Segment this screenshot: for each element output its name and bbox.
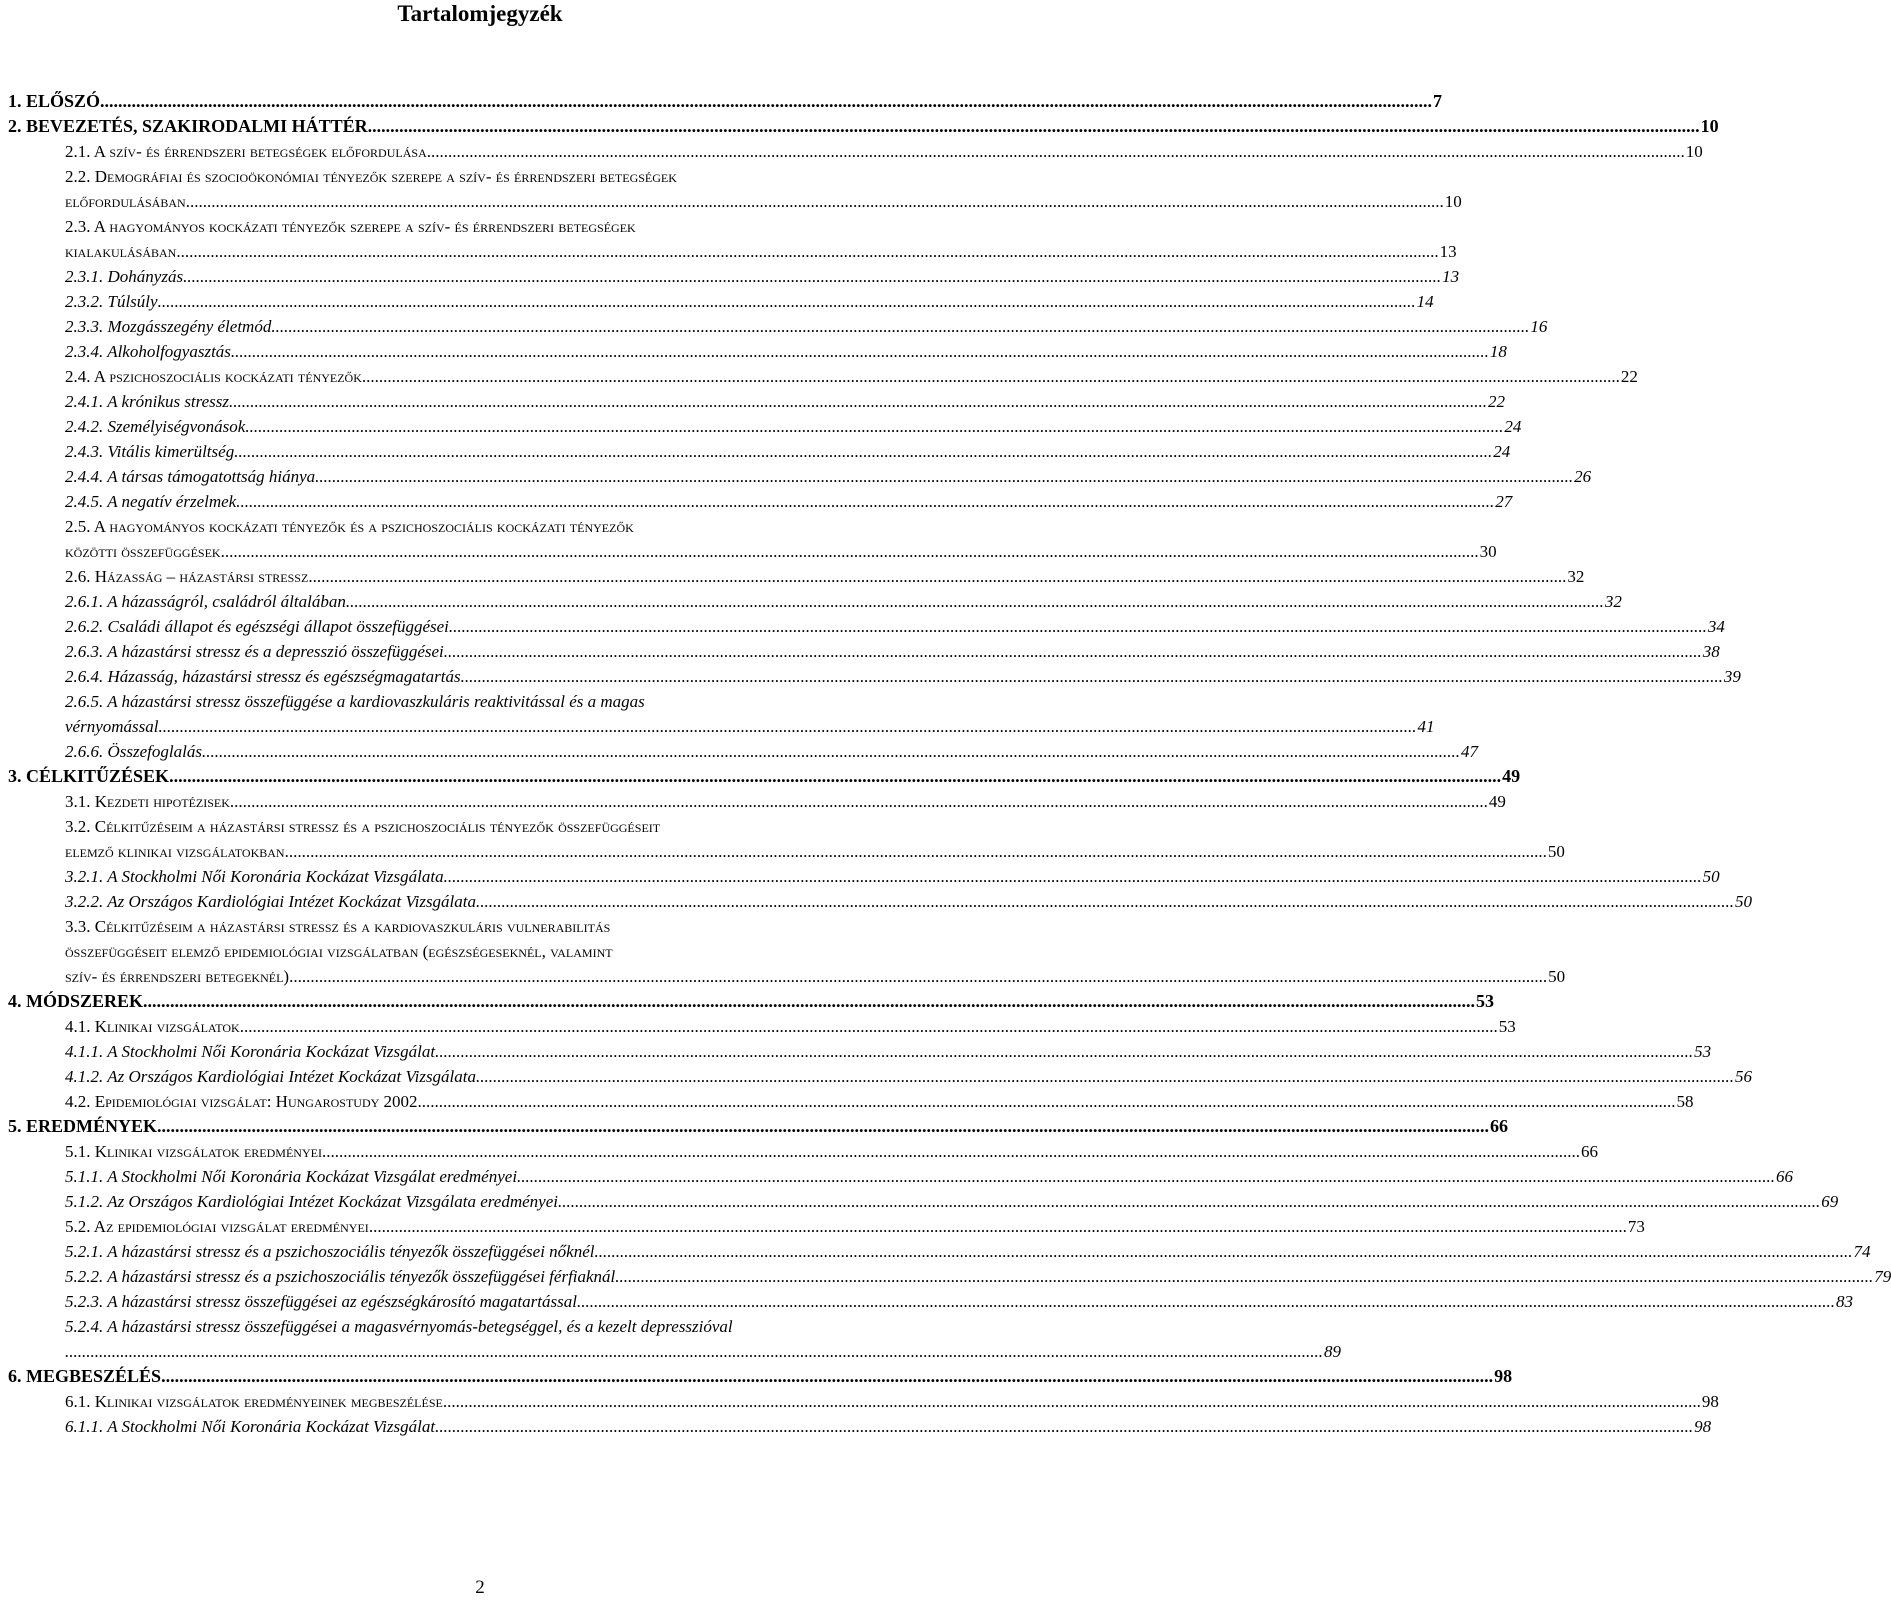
dot-leader — [221, 539, 1479, 564]
toc-entry-title: 5.2.2. A házastársi stressz és a pszichoszociális tényezők összefüggései férfiaknál — [65, 1267, 616, 1286]
toc-entry-page: 10 — [1685, 142, 1703, 161]
dot-leader — [449, 614, 1707, 639]
toc-entry-page: 49 — [1502, 766, 1521, 786]
toc-entry-page: 89 — [1324, 1342, 1341, 1361]
toc-entry-page: 38 — [1702, 642, 1720, 661]
toc-entry-title: 1. ELŐSZÓ — [8, 91, 101, 111]
toc-entry-line: 3.3. Célkitűzéseim a házastársi stressz és a kardiovaszkuláris vulnerabilitás — [65, 917, 611, 936]
toc-entry[interactable] — [8, 1089, 1694, 1114]
toc-entry[interactable] — [8, 314, 1548, 339]
toc-entry[interactable] — [8, 1214, 1645, 1239]
toc-entry[interactable] — [8, 339, 1507, 364]
toc-entry-title: előfordulásában — [65, 192, 186, 211]
toc-entry[interactable] — [8, 89, 1443, 114]
toc-entry[interactable] — [8, 1414, 1712, 1439]
table-of-contents — [8, 89, 1891, 1439]
dot-leader — [240, 1014, 1498, 1039]
dot-leader — [427, 139, 1685, 164]
toc-entry-page: 32 — [1567, 567, 1585, 586]
toc-entry[interactable] — [8, 139, 1703, 164]
toc-entry[interactable] — [8, 739, 1478, 764]
toc-entry-title: elemző klinikai vizsgálatokban. — [65, 842, 289, 861]
toc-entry[interactable] — [8, 1064, 1753, 1089]
toc-entry[interactable] — [8, 564, 1585, 589]
toc-entry-page: 30 — [1479, 542, 1497, 561]
toc-entry[interactable] — [8, 464, 1592, 489]
toc-entry[interactable] — [8, 789, 1506, 814]
toc-entry-title: szív- és érrendszeri betegeknél) — [65, 967, 290, 986]
toc-entry[interactable] — [8, 639, 1720, 664]
toc-entry[interactable] — [8, 664, 1741, 689]
dot-leader — [435, 1039, 1693, 1064]
toc-entry-title: 2.6.3. A házastársi stressz és a depresszió összefüggései — [65, 642, 444, 661]
toc-entry[interactable] — [8, 1164, 1794, 1189]
toc-entry[interactable] — [8, 539, 1497, 564]
toc-entry[interactable] — [8, 864, 1720, 889]
toc-entry[interactable] — [8, 1389, 1719, 1414]
dot-leader — [234, 439, 1492, 464]
toc-entry-page: 98 — [1701, 1392, 1719, 1411]
toc-entry-page: 79 — [1874, 1267, 1891, 1286]
toc-entry-title: 2.4.5. A negatív érzelmek — [65, 492, 237, 511]
dot-leader — [322, 1139, 1580, 1164]
dot-leader — [158, 714, 1416, 739]
dot-leader — [157, 1114, 1489, 1139]
toc-entry[interactable] — [8, 889, 1753, 914]
toc-entry[interactable] — [8, 714, 1435, 739]
toc-entry-title: 6.1. Klinikai vizsgálatok eredményeinek megbeszélése — [65, 1392, 443, 1411]
page-number: 2 — [475, 1577, 485, 1598]
toc-entry-title: 3.2.2. Az Országos Kardiológiai Intézet Kockázat Vizsgálata — [65, 892, 477, 911]
toc-entry-title: 2.3.4. Alkoholfogyasztás — [65, 342, 231, 361]
toc-entry[interactable] — [8, 589, 1622, 614]
toc-entry-title: 4.1.2. Az Országos Kardiológiai Intézet Kockázat Vizsgálata — [65, 1067, 477, 1086]
toc-entry-title: 6.1.1. A Stockholmi Női Koronária Kockázat Vizsgálat — [65, 1417, 436, 1436]
toc-entry-page: 24 — [1493, 442, 1511, 461]
dot-leader — [158, 289, 1416, 314]
dot-leader — [435, 1414, 1693, 1439]
toc-entry-title: 2.3.2. Túlsúly — [65, 292, 158, 311]
dot-leader — [289, 839, 1547, 864]
toc-entry[interactable] — [8, 1114, 1509, 1139]
toc-entry-page: 13 — [1442, 267, 1460, 286]
dot-leader — [465, 664, 1723, 689]
toc-entry-title: kialakulásában. — [65, 242, 181, 261]
toc-entry[interactable] — [8, 964, 1566, 989]
dot-leader — [476, 1064, 1734, 1089]
toc-entry[interactable] — [8, 389, 1506, 414]
dot-leader — [369, 1214, 1627, 1239]
toc-entry-title: 5.2.3. A házastársi stressz összefüggései az egészségkárosító magatartással — [65, 1292, 577, 1311]
toc-entry-title: 5.1.1. A Stockholmi Női Koronária Kockázat Vizsgálat eredményei — [65, 1167, 518, 1186]
toc-entry-title: vérnyomással — [65, 717, 159, 736]
toc-entry-page: 53 — [1694, 1042, 1712, 1061]
toc-entry-page: 18 — [1489, 342, 1507, 361]
toc-entry-page: 50 — [1735, 892, 1753, 911]
toc-entry-title: 3. CÉLKITŰZÉSEK — [8, 766, 170, 786]
dot-leader — [100, 89, 1432, 114]
dot-leader — [443, 1389, 1701, 1414]
toc-entry-title: 5.2. Az epidemiológiai vizsgálat eredményei — [65, 1217, 369, 1236]
dot-leader — [236, 489, 1494, 514]
dot-leader — [308, 564, 1566, 589]
toc-entry[interactable] — [8, 764, 1521, 789]
toc-entry-page: 13 — [1439, 242, 1457, 261]
toc-entry-title: 2. BEVEZETÉS, SZAKIRODALMI HÁTTÉR — [8, 116, 368, 136]
toc-entry-page: 50 — [1548, 967, 1566, 986]
toc-entry[interactable] — [8, 239, 1457, 264]
dot-leader — [346, 589, 1604, 614]
toc-entry-page: 66 — [1776, 1167, 1794, 1186]
toc-entry-title: 2.3.1. Dohányzás — [65, 267, 184, 286]
toc-entry-page: 73 — [1627, 1217, 1645, 1236]
dot-leader — [418, 1089, 1676, 1114]
dot-leader — [595, 1239, 1853, 1264]
dot-leader — [444, 639, 1702, 664]
toc-entry-page: 53 — [1498, 1017, 1516, 1036]
dot-leader — [315, 464, 1573, 489]
toc-entry-title: 2.1. A szív- és érrendszeri betegségek előfordulása — [65, 142, 427, 161]
toc-entry-line: 2.2. Demográfiai és szocioökonómiai tényezők szerepe a szív- és érrendszeri betegségek — [65, 167, 677, 186]
toc-entry[interactable] — [8, 1364, 1513, 1389]
dot-leader — [368, 114, 1700, 139]
toc-entry-title: 2.6. Házasság – házastársi stressz — [65, 567, 309, 586]
toc-entry-title: 4. MÓDSZEREK — [8, 991, 144, 1011]
toc-entry[interactable] — [8, 614, 1725, 639]
dot-leader — [577, 1289, 1835, 1314]
toc-entry-title: 4.1. Klinikai vizsgálatok — [65, 1017, 240, 1036]
toc-entry-page: 58 — [1676, 1092, 1694, 1111]
dot-leader — [161, 1364, 1493, 1389]
toc-entry-page: 74 — [1853, 1242, 1871, 1261]
toc-entry-line: összefüggéseit elemző epidemiológiai vizsgálatban (egészségeseknél, valamint — [65, 942, 613, 961]
toc-entry-page: 27 — [1495, 492, 1513, 511]
dot-leader — [183, 264, 1441, 289]
toc-entry-page: 34 — [1707, 617, 1725, 636]
toc-entry[interactable] — [8, 264, 1460, 289]
toc-entry[interactable] — [8, 1189, 1839, 1214]
page-title: Tartalomjegyzék — [397, 1, 563, 26]
toc-entry-page: 10 — [1700, 116, 1719, 136]
toc-entry[interactable] — [8, 989, 1495, 1014]
toc-entry-page: 7 — [1433, 91, 1443, 111]
toc-entry-title: 2.4.2. Személyiségvonások — [65, 417, 246, 436]
dot-leader — [202, 739, 1460, 764]
toc-entry-title: 3.1. Kezdeti hipotézisek — [65, 792, 230, 811]
toc-entry-page: 24 — [1504, 417, 1522, 436]
toc-entry-line: 2.5. A hagyományos kockázati tényezők és a pszichoszociális kockázati tényezők — [65, 517, 634, 536]
toc-entry[interactable] — [8, 364, 1638, 389]
toc-entry-page: 50 — [1547, 842, 1565, 861]
toc-entry-page: 10 — [1444, 192, 1462, 211]
toc-entry-page: 32 — [1604, 592, 1622, 611]
dot-leader — [289, 964, 1547, 989]
toc-entry-page: 26 — [1574, 467, 1592, 486]
toc-entry[interactable] — [8, 1264, 1891, 1289]
dot-leader — [476, 889, 1734, 914]
toc-entry[interactable] — [8, 1239, 1871, 1264]
dot-leader — [143, 989, 1475, 1014]
toc-entry-title: 2.3.3. Mozgásszegény életmód — [65, 317, 272, 336]
toc-entry-title: közötti összefüggések — [65, 542, 221, 561]
toc-entry-title: 5. EREDMÉNYEK — [8, 1116, 158, 1136]
dot-leader — [181, 239, 1439, 264]
toc-entry-page: 41 — [1417, 717, 1435, 736]
toc-entry-title: 2.4.4. A társas támogatottság hiánya — [65, 467, 316, 486]
toc-entry[interactable] — [8, 489, 1513, 514]
toc-entry[interactable] — [8, 1014, 1516, 1039]
toc-entry-line: 2.3. A hagyományos kockázati tényezők szerepe a szív- és érrendszeri betegségek — [65, 217, 636, 236]
toc-entry-page: 56 — [1735, 1067, 1753, 1086]
toc-entry[interactable] — [8, 414, 1522, 439]
toc-entry-title: 4.2. Epidemiológiai vizsgálat: Hungarostudy 2002 — [65, 1092, 418, 1111]
dot-leader — [245, 414, 1503, 439]
toc-entry-page: 39 — [1723, 667, 1741, 686]
toc-entry[interactable] — [8, 1289, 1853, 1314]
toc-entry-title: 5.1. Klinikai vizsgálatok eredményei — [65, 1142, 322, 1161]
toc-entry[interactable] — [8, 1039, 1712, 1064]
dot-leader — [362, 364, 1620, 389]
dot-leader — [615, 1264, 1873, 1289]
dot-leader — [65, 1339, 1323, 1364]
toc-entry-line: 5.2.4. A házastársi stressz összefüggései a magasvérnyomás-betegséggel, és a kezelt depresszióval — [65, 1317, 733, 1336]
toc-entry[interactable] — [8, 839, 1565, 864]
dot-leader — [230, 789, 1488, 814]
toc-entry-page: 98 — [1494, 1366, 1513, 1386]
toc-entry-title: 2.4.3. Vitális kimerültség — [65, 442, 235, 461]
toc-entry-page: 66 — [1580, 1142, 1598, 1161]
toc-entry-title: 5.2.1. A házastársi stressz és a pszichoszociális tényezők összefüggései nőknél — [65, 1242, 595, 1261]
toc-entry-page: 53 — [1476, 991, 1495, 1011]
toc-entry-title: 3.2.1. A Stockholmi Női Koronária Kockázat Vizsgálata — [65, 867, 444, 886]
toc-entry[interactable] — [8, 289, 1434, 314]
dot-leader — [271, 314, 1529, 339]
dot-leader — [444, 864, 1702, 889]
toc-entry-title: 2.4. A pszichoszociális kockázati tényezők — [65, 367, 362, 386]
toc-entry-page: 66 — [1490, 1116, 1509, 1136]
toc-entry-page: 49 — [1488, 792, 1506, 811]
dot-leader — [229, 389, 1487, 414]
toc-entry-title: 2.4.1. A krónikus stressz — [65, 392, 230, 411]
toc-entry[interactable] — [8, 1339, 1341, 1364]
toc-entry-page: 14 — [1416, 292, 1434, 311]
dot-leader — [169, 764, 1501, 789]
toc-entry-title: 6. MEGBESZÉLÉS — [8, 1366, 162, 1386]
toc-entry-page: 98 — [1694, 1417, 1712, 1436]
toc-entry[interactable] — [8, 189, 1462, 214]
toc-entry[interactable] — [8, 1139, 1598, 1164]
toc-entry-title: 4.1.1. A Stockholmi Női Koronária Kockázat Vizsgálat — [65, 1042, 436, 1061]
toc-entry-page: 69 — [1821, 1192, 1839, 1211]
toc-entry-page: 22 — [1620, 367, 1638, 386]
toc-entry-title: 2.6.6. Összefoglalás — [65, 742, 202, 761]
toc-entry[interactable] — [8, 114, 1719, 139]
toc-entry-page: 47 — [1460, 742, 1478, 761]
toc-entry-page: 22 — [1488, 392, 1506, 411]
dot-leader — [186, 189, 1444, 214]
dot-leader — [517, 1164, 1775, 1189]
toc-entry[interactable] — [8, 439, 1511, 464]
toc-entry-line: 3.2. Célkitűzéseim a házastársi stressz és a pszichoszociális tényezők összefüggéseit — [65, 817, 661, 836]
toc-entry-page: 16 — [1530, 317, 1548, 336]
dot-leader — [562, 1189, 1820, 1214]
toc-entry-title: 2.6.1. A házasságról, családról általában — [65, 592, 346, 611]
toc-entry-page: 83 — [1835, 1292, 1853, 1311]
toc-entry-page: 50 — [1702, 867, 1720, 886]
toc-entry-line: 2.6.5. A házastársi stressz összefüggése a kardiovaszkuláris reaktivitással és a magas — [65, 692, 645, 711]
toc-entry-title: 2.6.4. Házasság, házastársi stressz és egészségmagatartás. — [65, 667, 465, 686]
dot-leader — [231, 339, 1489, 364]
toc-entry-title: 5.1.2. Az Országos Kardiológiai Intézet Kockázat Vizsgálata eredményei. — [65, 1192, 563, 1211]
toc-entry-title: 2.6.2. Családi állapot és egészségi állapot összefüggései — [65, 617, 449, 636]
